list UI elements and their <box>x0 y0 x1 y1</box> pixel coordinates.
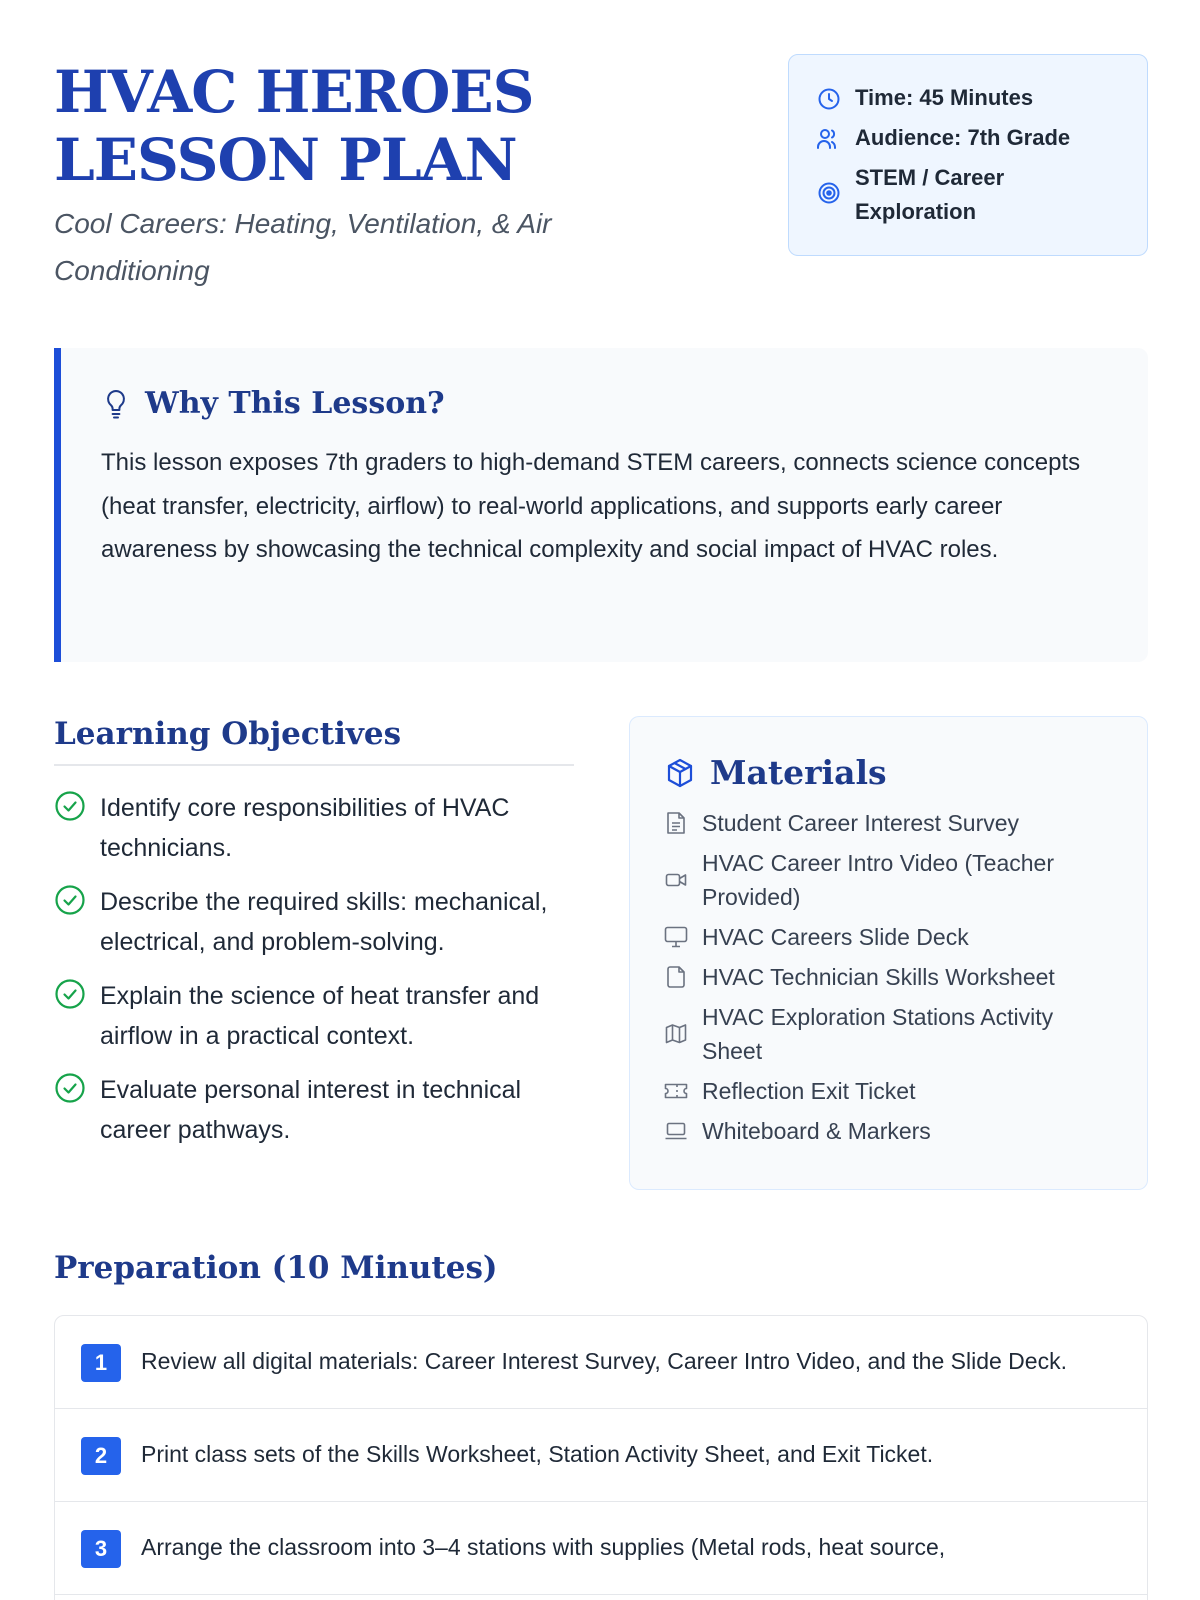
prep-step <box>55 1316 1147 1409</box>
objective-item <box>54 1070 574 1150</box>
step-number: 3 <box>81 1530 121 1568</box>
check-circle-icon <box>54 884 88 918</box>
material-text: Reflection Exit Ticket <box>702 1078 916 1104</box>
material-item <box>664 1000 1113 1068</box>
why-title: Why This Lesson? <box>145 386 445 421</box>
check-circle-icon <box>54 1072 88 1106</box>
material-item <box>664 920 1113 954</box>
material-item <box>664 846 1113 914</box>
page-title: HVAC HEROES LESSON PLAN <box>54 58 534 194</box>
video-icon <box>664 868 688 892</box>
material-item <box>664 806 1113 840</box>
meta-subject <box>815 161 1121 229</box>
lightbulb-icon <box>101 388 131 420</box>
materials-header <box>664 753 1113 792</box>
meta-subject-text: STEM / Career Exploration <box>855 165 1005 224</box>
check-circle-icon <box>54 790 88 824</box>
document-icon <box>664 811 688 835</box>
objectives-section <box>54 716 574 1164</box>
material-item <box>664 1074 1113 1108</box>
material-text: HVAC Careers Slide Deck <box>702 924 969 950</box>
objective-item <box>54 788 574 868</box>
lesson-meta-box <box>788 54 1148 256</box>
objective-item <box>54 882 574 962</box>
material-text: Whiteboard & Markers <box>702 1118 931 1144</box>
prep-step <box>55 1409 1147 1502</box>
lesson-header <box>54 52 1148 292</box>
users-icon <box>815 125 843 153</box>
meta-time-text: Time: 45 Minutes <box>855 85 1034 110</box>
objective-text: Explain the science of heat transfer and airflow in a practical context. <box>100 982 540 1050</box>
material-text: Student Career Interest Survey <box>702 810 1020 836</box>
package-icon <box>664 757 696 789</box>
monitor-icon <box>664 925 688 949</box>
meta-audience-text: Audience: 7th Grade <box>855 125 1071 150</box>
material-item <box>664 960 1113 994</box>
clock-icon <box>815 85 843 113</box>
materials-card <box>629 716 1148 1190</box>
materials-title: Materials <box>710 753 887 792</box>
objective-text: Identify core responsibilities of HVAC technicians. <box>100 794 510 862</box>
preparation-title: Preparation (10 Minutes) <box>54 1250 498 1286</box>
step-number: 1 <box>81 1344 121 1382</box>
material-item <box>664 1114 1113 1148</box>
target-icon <box>815 179 843 207</box>
laptop-icon <box>664 1119 688 1143</box>
objective-text: Describe the required skills: mechanical, electrical, and problem-solving. <box>100 888 548 956</box>
meta-audience <box>815 121 1121 155</box>
map-icon <box>664 1022 688 1046</box>
material-text: HVAC Technician Skills Worksheet <box>702 964 1055 990</box>
step-text: Review all digital materials: Career Interest Survey, Career Intro Video, and the Slide Deck. <box>141 1348 1067 1374</box>
material-text: HVAC Career Intro Video (Teacher Provided) <box>702 850 1054 910</box>
file-icon <box>664 965 688 989</box>
why-section <box>54 348 1148 662</box>
step-text: Arrange the classroom into 3–4 stations with supplies (Metal rods, heat source, <box>141 1534 946 1560</box>
why-header <box>101 386 1108 421</box>
objective-text: Evaluate personal interest in technical career pathways. <box>100 1076 522 1144</box>
objectives-title: Learning Objectives <box>54 716 574 766</box>
material-text: HVAC Exploration Stations Activity Sheet <box>702 1004 1054 1064</box>
why-body: This lesson exposes 7th graders to high-demand STEM careers, connects science concepts (heat transfer, electricity, airflow) to real-world applications, and supports early career awareness by showcasing the technical complexity and social impact of HVAC roles. <box>101 449 1081 563</box>
preparation-steps <box>54 1315 1148 1600</box>
prep-step <box>55 1502 1147 1595</box>
page-subtitle: Cool Careers: Heating, Ventilation, & Air Conditioning <box>54 208 552 286</box>
ticket-icon <box>664 1079 688 1103</box>
step-number: 2 <box>81 1437 121 1475</box>
meta-time <box>815 81 1121 115</box>
objective-item <box>54 976 574 1056</box>
step-text: Print class sets of the Skills Worksheet, Station Activity Sheet, and Exit Ticket. <box>141 1441 934 1467</box>
check-circle-icon <box>54 978 88 1012</box>
